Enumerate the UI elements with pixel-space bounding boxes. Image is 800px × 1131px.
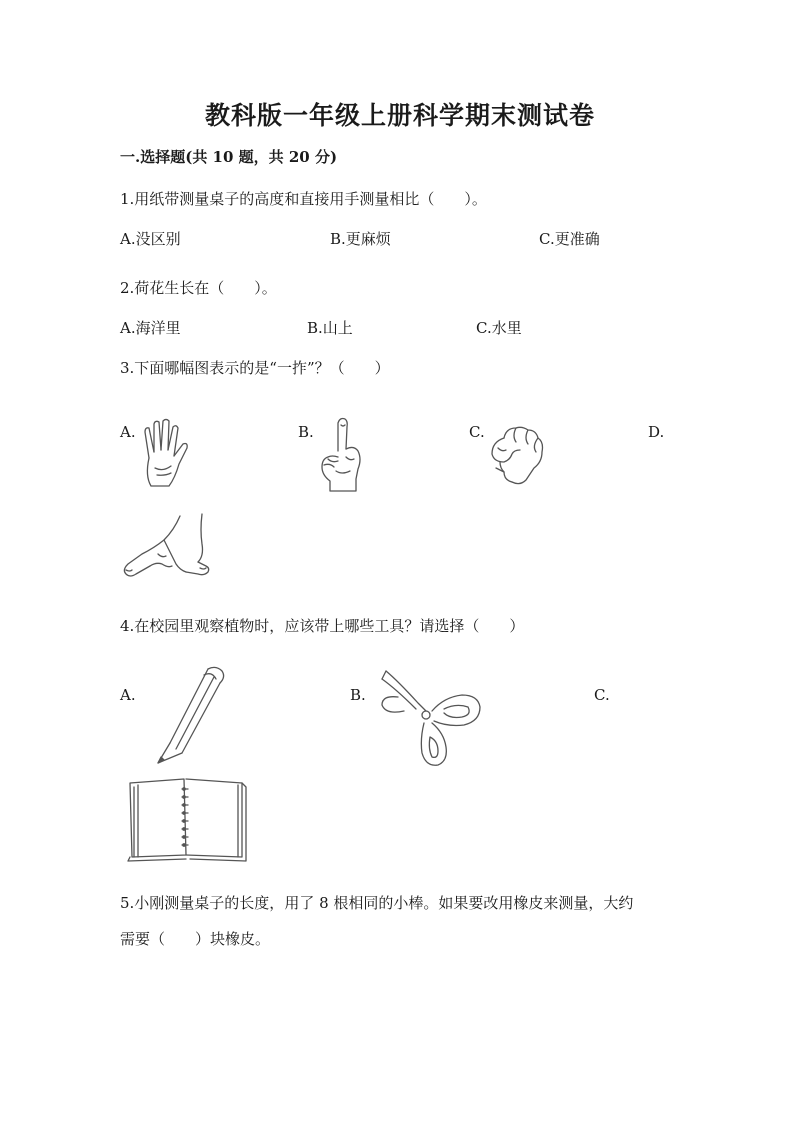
question-4-stem: 4.在校园里观察植物时，应该带上哪些工具？请选择（ ） [120, 617, 525, 635]
scissors-icon [378, 667, 484, 769]
question-1-option-c[interactable]: C.更准确 [539, 230, 600, 248]
question-2-option-a[interactable]: A.海洋里 [120, 319, 181, 337]
section-heading: 一.选择题(共 10 题，共 20 分) [120, 148, 338, 166]
fist-icon [486, 420, 548, 488]
question-5-stem-line-1: 5.小刚测量桌子的长度，用了 8 根相同的小棒。如果要改用橡皮来测量，大约 [120, 894, 634, 912]
question-1-stem: 1.用纸带测量桌子的高度和直接用手测量相比（ ）。 [120, 190, 487, 208]
pencil-icon [150, 665, 230, 769]
question-3-option-a[interactable]: A. [120, 423, 136, 441]
question-3-option-d[interactable]: D. [648, 423, 665, 441]
question-2-stem: 2.荷花生长在（ ）。 [120, 279, 277, 297]
question-4-option-a[interactable]: A. [120, 686, 136, 704]
question-3-option-b[interactable]: B. [298, 423, 314, 441]
hand-span-icon [118, 510, 216, 582]
question-3-option-c[interactable]: C. [469, 423, 485, 441]
question-4-option-b[interactable]: B. [350, 686, 366, 704]
page-title: 教科版一年级上册科学期末测试卷 [204, 101, 595, 130]
pointing-finger-icon [316, 415, 372, 495]
notebook-icon [124, 775, 252, 863]
question-2-option-b[interactable]: B.山上 [307, 319, 353, 337]
question-5-stem-line-2: 需要（ ）块橡皮。 [120, 930, 271, 948]
question-3-stem: 3.下面哪幅图表示的是“一拃”？（ ） [120, 359, 390, 377]
question-1-option-a[interactable]: A.没区别 [120, 230, 181, 248]
question-1-option-b[interactable]: B.更麻烦 [330, 230, 391, 248]
question-2-option-c[interactable]: C.水里 [476, 319, 522, 337]
open-hand-icon [135, 418, 195, 490]
question-4-option-c[interactable]: C. [594, 686, 610, 704]
